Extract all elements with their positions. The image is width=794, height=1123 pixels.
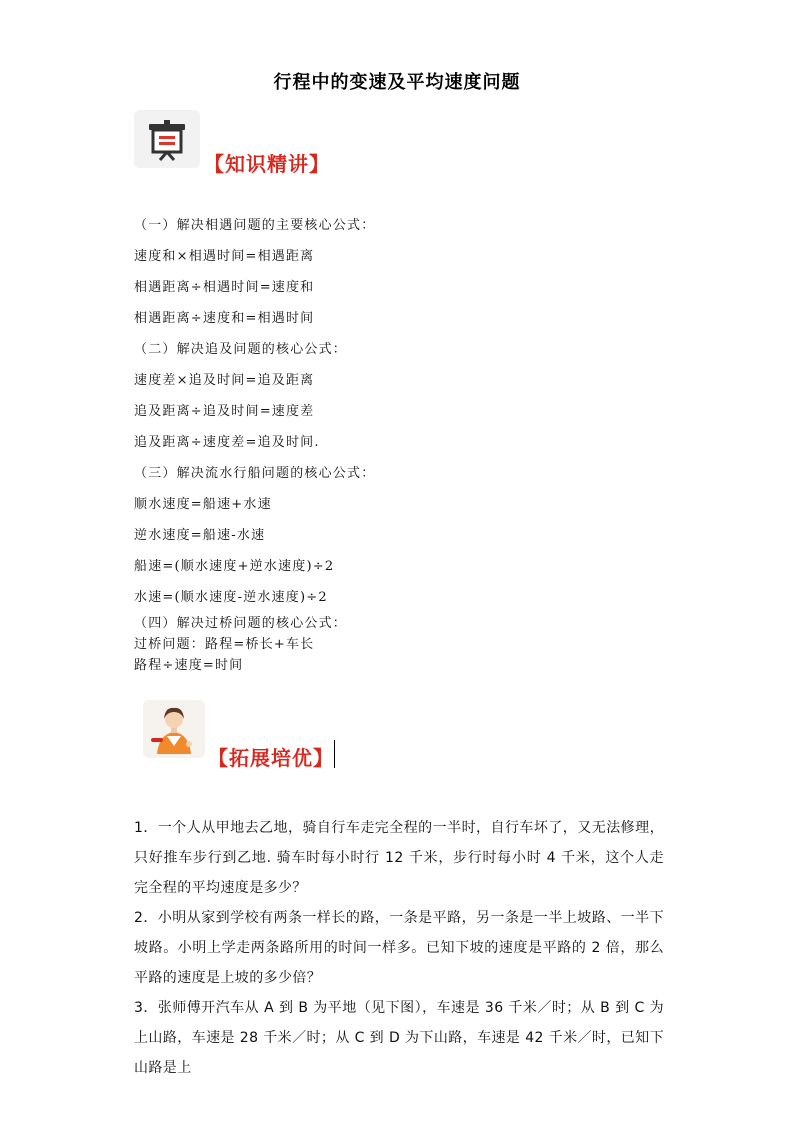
page-title: 行程中的变速及平均速度问题 (273, 72, 521, 93)
formula-line: 逆水速度=船速-水速 (134, 528, 266, 543)
formula-line: 相遇距离÷相遇时间=速度和 (134, 280, 315, 295)
formula-line: （二）解决追及问题的核心公式： (134, 342, 348, 357)
problem-item: 1．一个人从甲地去乙地，骑自行车走完全程的一半时，自行车坏了，又无法修理，只好推车步行到乙地. 骑车时每小时行 12 千米，步行时每小时 4 千米，这个人走完全程的平均速度是多少？ (134, 820, 664, 896)
problem-list (134, 813, 664, 1083)
text-cursor (334, 740, 335, 768)
formula-line: 相遇距离÷速度和=相遇时间 (134, 311, 315, 326)
formula-line: 速度和×相遇时间=相遇距离 (134, 249, 315, 264)
formula-line: 路程÷速度=时间 (134, 658, 244, 673)
formula-line: （三）解决流水行船问题的核心公式： (134, 466, 376, 481)
formula-line: （一）解决相遇问题的主要核心公式： (134, 218, 376, 233)
formula-line: 追及距离÷速度差=追及时间. (134, 435, 320, 450)
knowledge-heading: 【知识精讲】 (204, 152, 330, 176)
formula-line: 过桥问题：路程=桥长+车长 (134, 637, 315, 652)
formula-line: 船速=(顺水速度+逆水速度)÷2 (134, 559, 335, 574)
teacher-avatar-icon (143, 700, 205, 758)
formula-line: 速度差×追及时间=追及距离 (134, 373, 315, 388)
formula-line: 水速=(顺水速度-逆水速度)÷2 (134, 590, 328, 605)
problem-item: 2．小明从家到学校有两条一样长的路，一条是平路，另一条是一半上坡路、一半下坡路。小明上学走两条路所用的时间一样多。已知下坡的速度是平路的 2 倍，那么平路的速度是上坡的多少倍？ (134, 910, 664, 986)
problem-item: 3．张师傅开汽车从 A 到 B 为平地（见下图），车速是 36 千米／时；从 B 到 C 为上山路，车速是 28 千米／时；从 C 到 D 为下山路，车速是 42 千米／时，已知下山路是上 (134, 1000, 664, 1076)
presentation-board-icon (134, 110, 200, 168)
formula-line: 追及距离÷追及时间=速度差 (134, 404, 315, 419)
formula-list (134, 210, 694, 676)
formula-line: 顺水速度=船速+水速 (134, 497, 272, 512)
extend-heading: 【拓展培优】 (208, 746, 334, 770)
formula-line: （四）解决过桥问题的核心公式： (134, 616, 348, 631)
